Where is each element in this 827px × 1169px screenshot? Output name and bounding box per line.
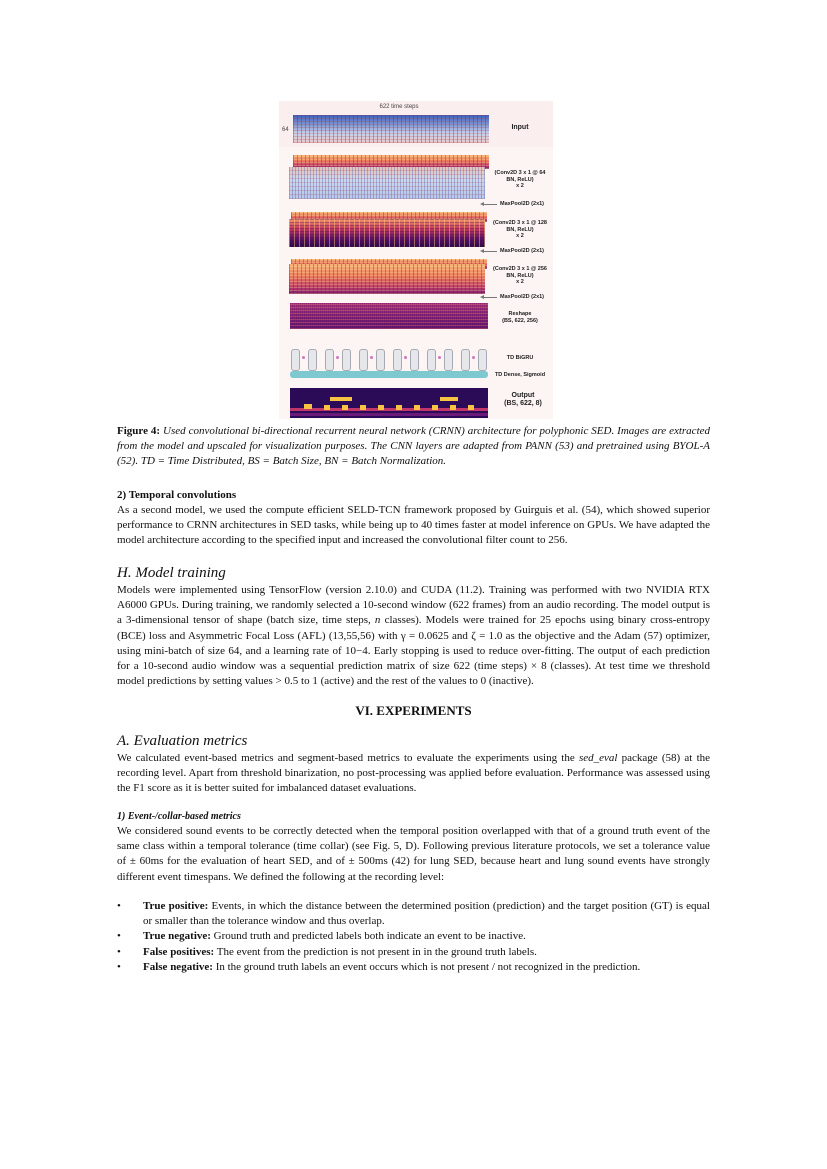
metrics-body <box>117 751 710 797</box>
gru-cell <box>461 349 470 371</box>
list-item <box>117 899 710 929</box>
pool1-arrow <box>483 204 497 205</box>
output-event <box>342 405 348 410</box>
definition: Ground truth and predicted labels both indicate an event to be inactive. <box>210 930 526 943</box>
gru-cell <box>444 349 453 371</box>
term: False negative: <box>143 960 213 973</box>
output-event <box>396 405 402 410</box>
gru-cell <box>308 349 317 371</box>
input-label: Input <box>511 124 529 131</box>
definition: Events, in which the distance between the determined position (prediction) and the target position (GT) is equal or smaller than the tolerance window and thus overlap. <box>143 900 710 928</box>
temporal-heading: 2) Temporal convolutions <box>117 489 237 501</box>
output-row <box>290 408 488 411</box>
gru-cell <box>342 349 351 371</box>
conv1-featuremap <box>289 167 485 199</box>
output-event <box>450 405 456 410</box>
bigru-label: TD BiGRU <box>506 355 534 361</box>
crnn-architecture-figure <box>279 101 553 419</box>
output-label: Output (BS, 622, 8) <box>504 392 542 407</box>
reshape-label: Reshape (BS, 622, 256) <box>502 311 538 324</box>
caption-text: Used convolutional bi-directional recurrent neural network (CRNN) architecture for polyphonic SED. Images are extracted from the model and upscaled for visualization purposes. The CNN layers are adapted from PANN (53) and pretrained using BYOL-A (52). TD = Time Distributed, BS = Batch Size, BN = Batch Normalization. <box>117 425 711 468</box>
output-event <box>330 397 352 401</box>
gru-link-dot <box>336 356 339 359</box>
gru-link-dot <box>302 356 305 359</box>
output-event <box>414 405 420 410</box>
conv1-label: (Conv2D 3 x 1 @ 64 BN, ReLU) x 2 <box>494 170 546 189</box>
output-row <box>290 413 488 416</box>
bigru-units <box>291 349 491 369</box>
output-event <box>304 404 312 409</box>
pool2-arrow <box>483 251 497 252</box>
definition: In the ground truth labels an event occurs which is not present / not recognized in the prediction. <box>212 960 641 973</box>
output-event <box>468 405 474 410</box>
metrics-text-b: package (58) at the recording level. Apart from threshold binarization, no post-processing was applied before evaluation. Performance was assessed using the F1 score as it is better suited for imbalanced dataset evaluations. <box>117 752 711 795</box>
event-metrics-body: We considered sound events to be correctly detected when the temporal position overlapped with that of a ground truth event of the same class within a temporal tolerance (time collar) (see Fig. 5, D). Following previous literature protocols, we set a tolerance value of ± 60ms for the evaluation of heart SED, and of ± 500ms (42) for lung SED, because heart and lung sound events have strongly different event timespans. We defined the following at the recording level: <box>117 825 710 883</box>
metrics-package: sed_eval <box>578 752 618 764</box>
term: True negative: <box>143 930 211 943</box>
output-event <box>360 405 366 410</box>
training-body <box>117 583 710 689</box>
metrics-text-a: We calculated event-based metrics and segment-based metrics to evaluate the experiments using the <box>117 752 579 764</box>
output-activation-map <box>290 388 488 418</box>
caption-label: Figure 4: <box>117 425 161 437</box>
training-text-a: Models were implemented using TensorFlow (version 2.10.0) and CUDA (11.2). Training was performed with two NVIDIA RTX A6000 GPUs. During training, we randomly selected a 10-second window (622 frames) from an audio recording. The model output is a 3-dimensional tensor of shape (batch size, time steps, <box>117 584 710 627</box>
training-heading: H. Model training <box>117 565 226 581</box>
gru-cell <box>410 349 419 371</box>
dense-layer-bar <box>290 371 488 378</box>
term: False positives: <box>143 945 215 958</box>
training-n-symbol: n <box>374 614 381 627</box>
list-item <box>117 929 710 944</box>
pool2-label: MaxPool2D (2x1) <box>500 248 545 254</box>
pool1-label: MaxPool2D (2x1) <box>500 201 545 207</box>
output-event <box>440 397 458 401</box>
gru-cell <box>427 349 436 371</box>
list-item <box>117 945 710 960</box>
gru-link-dot <box>404 356 407 359</box>
gru-cell <box>376 349 385 371</box>
timesteps-label: 622 time steps <box>379 104 419 110</box>
gru-cell <box>325 349 334 371</box>
conv3-featuremap <box>289 264 485 294</box>
metrics-heading: A. Evaluation metrics <box>117 733 248 749</box>
output-event <box>324 405 330 410</box>
gru-cell <box>393 349 402 371</box>
gru-link-dot <box>438 356 441 359</box>
conv3-label: (Conv2D 3 x 1 @ 256 BN, ReLU) x 2 <box>493 266 547 285</box>
training-text-b: classes). Models were trained for 25 epochs using binary cross-entropy (BCE) loss and Asymmetric Focal Loss (AFL) (13,55,56) with γ = 0.0625 and ζ = 1.0 as the objective and the Adam (57) optimizer, using mini-batch of size 64, and a learning rate of 10−4. Early stopping is used to reduce over-fitting. The output of each prediction for a 10-second audio window was a sequential prediction matrix of size 622 (time steps) × 8 (classes). At test time we threshold model predictions by setting values > 0.5 to 1 (active) and the rest of the values to 0 (inactive). <box>117 614 710 688</box>
gru-link-dot <box>370 356 373 359</box>
conv2-featuremap <box>289 219 485 247</box>
gru-link-dot <box>472 356 475 359</box>
event-metrics-heading: 1) Event-/collar-based metrics <box>117 811 241 822</box>
dense-label: TD Dense, Sigmoid <box>494 372 546 378</box>
term: True positive: <box>143 900 209 912</box>
list-item <box>117 960 710 975</box>
output-event <box>378 405 384 410</box>
pool3-arrow <box>483 297 497 298</box>
experiments-heading: VI. EXPERIMENTS <box>355 703 472 718</box>
mel-bins-label: 64 <box>282 127 289 133</box>
reshape-featuremap <box>290 303 488 329</box>
figure-caption <box>117 424 710 470</box>
pool3-label: MaxPool2D (2x1) <box>500 294 545 300</box>
conv2-label: (Conv2D 3 x 1 @ 128 BN, ReLU) x 2 <box>493 220 547 239</box>
output-event <box>432 405 438 410</box>
gru-cell <box>359 349 368 371</box>
definitions-list <box>117 899 710 975</box>
input-spectrogram <box>293 115 489 143</box>
definition: The event from the prediction is not present in in the ground truth labels. <box>214 945 537 958</box>
temporal-body: As a second model, we used the compute efficient SELD-TCN framework proposed by Guirguis et al. (54), which showed superior performance to CRNN architectures in SED tasks, while being up to 40 times faster at model inference on GPUs. We have adapted the model architecture according to the specified input and increased the convolutional filter count to 256. <box>117 504 710 547</box>
gru-cell <box>291 349 300 371</box>
